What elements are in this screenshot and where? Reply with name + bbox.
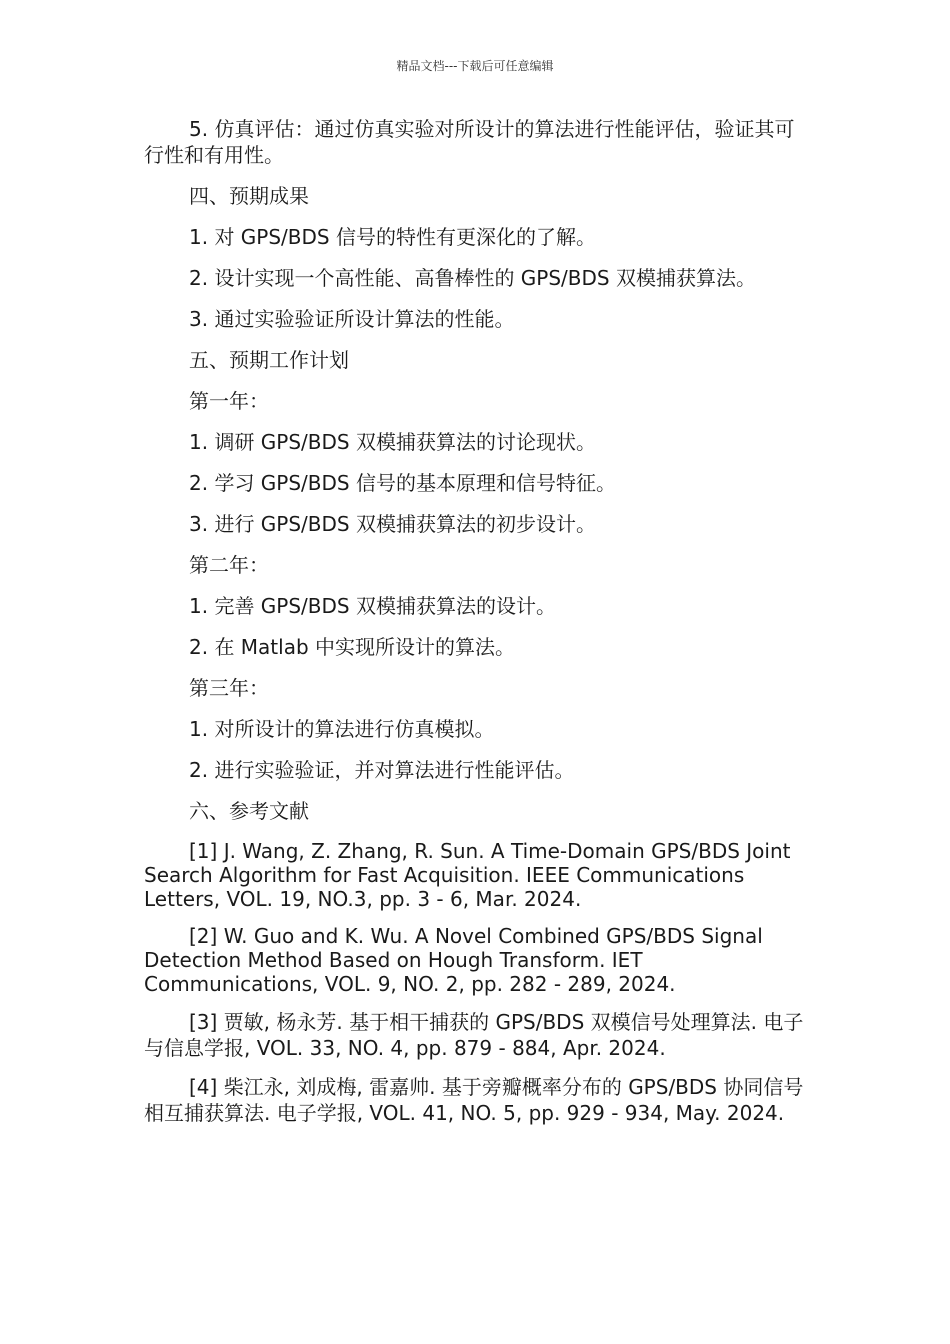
section-heading-expected-results: 四、预期成果	[189, 184, 309, 208]
list-item: 2. 进行实验验证，并对算法进行性能评估。	[189, 758, 575, 782]
list-item: 1. 完善 GPS/BDS 双模捕获算法的设计。	[189, 594, 556, 618]
list-item: 3. 进行 GPS/BDS 双模捕获算法的初步设计。	[189, 512, 596, 536]
year-heading: 第二年：	[189, 553, 269, 577]
list-item: 2. 设计实现一个高性能、高鲁棒性的 GPS/BDS 双模捕获算法。	[189, 266, 756, 290]
year-heading: 第一年：	[189, 389, 269, 413]
list-item: 3. 通过实验验证所设计算法的性能。	[189, 307, 515, 331]
paragraph-simulation-evaluation: 5. 仿真评估：通过仿真实验对所设计的算法进行性能评估，验证其可行性和有用性。	[144, 117, 795, 167]
list-item: 2. 学习 GPS/BDS 信号的基本原理和信号特征。	[189, 471, 616, 495]
section-heading-work-plan: 五、预期工作计划	[189, 348, 349, 372]
reference-item: [1] J. Wang, Z. Zhang, R. Sun. A Time-Domain GPS/BDS Joint Search Algorithm for Fast Acquisition. IEEE Communications Letters, VOL. 19, NO.3, pp. 3 - 6, Mar. 2024.	[144, 839, 791, 911]
list-item: 1. 调研 GPS/BDS 双模捕获算法的讨论现状。	[189, 430, 596, 454]
list-item: 1. 对所设计的算法进行仿真模拟。	[189, 717, 495, 741]
page-header: 精品文档---下载后可任意编辑	[396, 59, 554, 73]
year-heading: 第三年：	[189, 676, 269, 700]
reference-item: [2] W. Guo and K. Wu. A Novel Combined GPS/BDS Signal Detection Method Based on Hough Transform. IET Communications, VOL. 9, NO. 2, pp. 282 - 289, 2024.	[144, 924, 763, 996]
document-body	[144, 116, 806, 1139]
section-heading-references: 六、参考文献	[189, 799, 309, 823]
reference-item: [3] 贾敏, 杨永芳. 基于相干捕获的 GPS/BDS 双模信号处理算法. 电子与信息学报, VOL. 33, NO. 4, pp. 879 - 884, Apr. 2024.	[144, 1010, 804, 1060]
list-item: 1. 对 GPS/BDS 信号的特性有更深化的了解。	[189, 225, 596, 249]
list-item: 2. 在 Matlab 中实现所设计的算法。	[189, 635, 516, 659]
reference-item: [4] 柴江永, 刘成梅, 雷嘉帅. 基于旁瓣概率分布的 GPS/BDS 协同信号相互捕获算法. 电子学报, VOL. 41, NO. 5, pp. 929 - 934, May. 2024.	[144, 1075, 804, 1125]
